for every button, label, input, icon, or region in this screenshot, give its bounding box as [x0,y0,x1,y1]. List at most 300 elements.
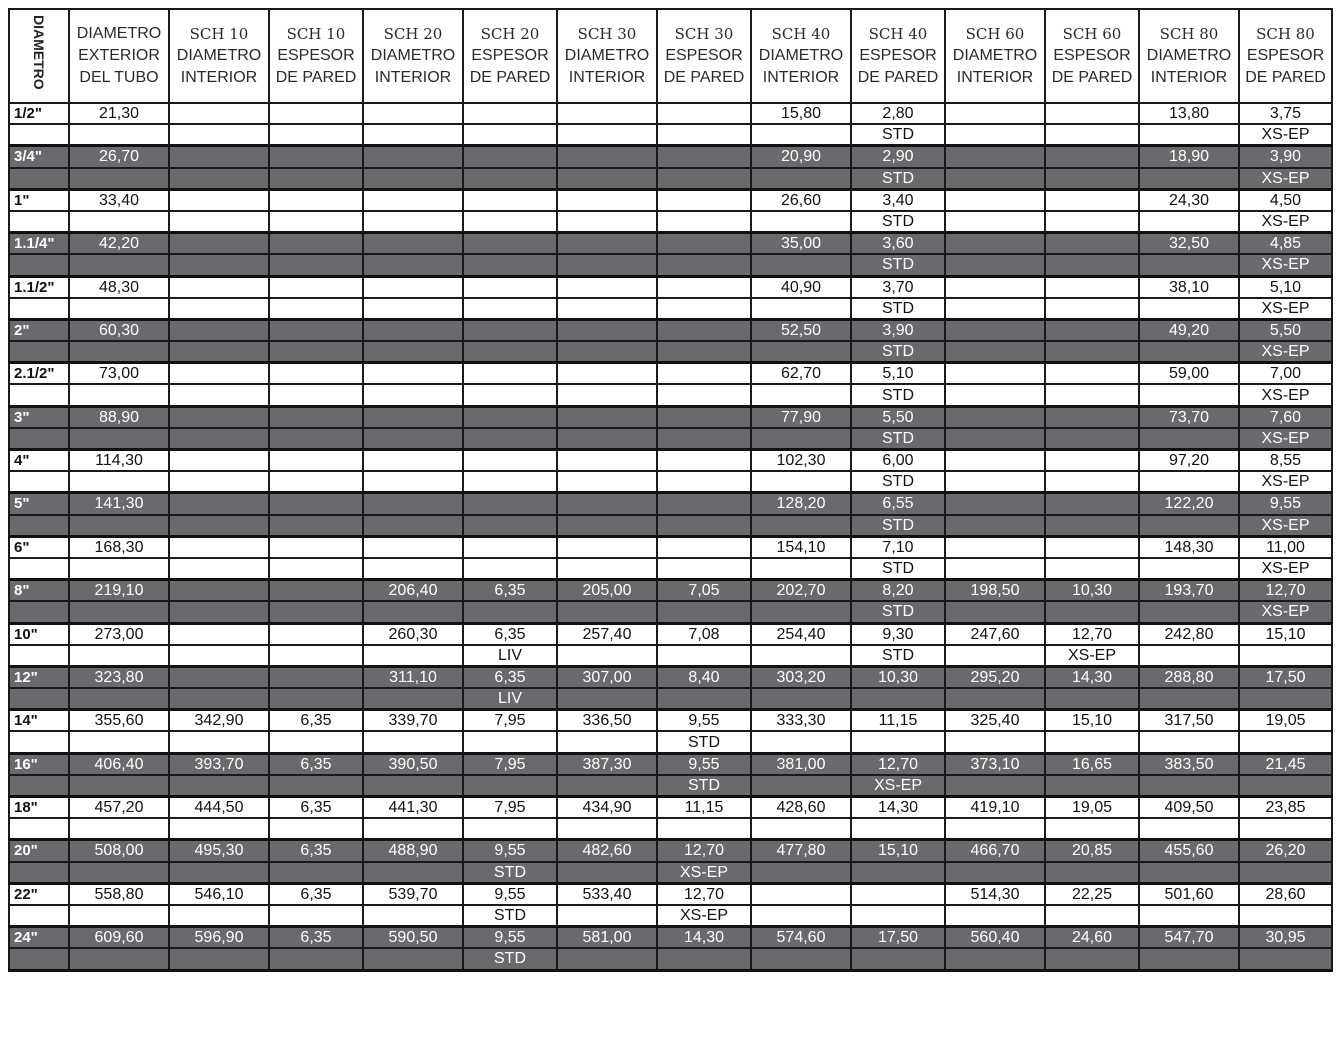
table-note-cell [363,818,463,840]
table-cell [557,103,657,124]
table-cell: 148,30 [1139,536,1239,558]
column-header-line: SCH 60 [1062,25,1122,43]
table-note-cell [1045,298,1139,320]
table-note-cell [269,124,363,146]
column-header-line: SCH 10 [189,25,249,43]
table-cell: 307,00 [557,666,657,688]
column-header-line: DIAMETRO [758,47,844,64]
table-cell [851,883,945,905]
table-cell: 295,20 [945,666,1045,688]
table-cell: 12,70 [657,840,751,862]
table-note-cell [169,775,269,797]
table-note-cell [751,688,851,710]
table-cell [945,103,1045,124]
table-cell: 11,00 [1239,536,1332,558]
table-cell: 387,30 [557,753,657,775]
table-note-cell [557,688,657,710]
column-header [1139,9,1239,103]
table-cell: 428,60 [751,797,851,819]
pipe-size-cell-blank [9,818,69,840]
table-note-cell [557,471,657,493]
table-cell: 19,05 [1045,797,1139,819]
table-note-cell [1139,688,1239,710]
table-note-cell [751,211,851,233]
table-note-cell: XS-EP [1239,254,1332,276]
table-cell [169,146,269,168]
table-note-cell: STD [851,298,945,320]
table-cell [269,276,363,298]
pipe-size-cell-blank [9,731,69,753]
table-note-cell [363,515,463,537]
table-cell: 18,90 [1139,146,1239,168]
column-header-line: DE PARED [275,69,357,86]
table-cell: 333,30 [751,710,851,732]
table-note-cell [557,515,657,537]
column-header-line: INTERIOR [180,69,258,86]
table-cell [1045,363,1139,385]
table-note-cell [169,298,269,320]
table-cell: 477,80 [751,840,851,862]
table-note-cell: STD [851,601,945,623]
pipe-size-cell: 1/2" [9,103,69,124]
column-header-line: SCH 20 [383,25,443,43]
table-note-cell [657,688,751,710]
table-cell: 16,65 [1045,753,1139,775]
table-cell [363,363,463,385]
table-note-cell: STD [851,558,945,580]
table-note-cell [945,168,1045,190]
table-note-cell [363,298,463,320]
table-cell: 12,70 [1239,580,1332,602]
table-cell [269,319,363,341]
table-cell: 6,35 [269,927,363,949]
column-header [945,9,1045,103]
table-note-cell [1239,645,1332,667]
table-cell: 5,10 [1239,276,1332,298]
table-note-cell [945,948,1045,970]
table-note-cell: STD [851,384,945,406]
table-cell: 7,95 [463,797,557,819]
table-note-row [9,558,1332,580]
table-cell [657,363,751,385]
column-header [363,9,463,103]
table-cell: 193,70 [1139,580,1239,602]
table-note-cell [363,558,463,580]
table-cell: 59,00 [1139,363,1239,385]
table-note-cell [751,384,851,406]
table-note-cell [751,775,851,797]
table-note-row [9,211,1332,233]
table-cell: 2,90 [851,146,945,168]
table-note-cell [751,168,851,190]
table-cell: 254,40 [751,623,851,645]
table-note-cell [1139,558,1239,580]
table-note-cell [1139,428,1239,450]
table-cell: 35,00 [751,233,851,255]
table-note-cell [1139,731,1239,753]
table-note-cell [363,384,463,406]
table-cell [463,450,557,472]
table-cell: 12,70 [657,883,751,905]
table-note-cell [657,254,751,276]
column-header-line: DE PARED [1051,69,1133,86]
table-note-cell [1139,601,1239,623]
table-note-cell [363,645,463,667]
table-cell: 9,55 [1239,493,1332,515]
table-cell [463,363,557,385]
table-cell [1045,233,1139,255]
table-cell: 393,70 [169,753,269,775]
table-note-cell [657,471,751,493]
table-note-cell [1045,471,1139,493]
table-note-cell [1139,818,1239,840]
table-note-cell [557,948,657,970]
pipe-size-cell-blank [9,124,69,146]
table-cell: 3,70 [851,276,945,298]
table-note-cell [657,818,751,840]
table-note-cell: XS-EP [1239,168,1332,190]
table-cell: 8,20 [851,580,945,602]
table-note-cell [751,645,851,667]
table-cell [557,233,657,255]
table-note-cell [751,731,851,753]
table-cell: 49,20 [1139,319,1239,341]
table-note-row [9,428,1332,450]
column-header-line: SCH 30 [674,25,734,43]
table-note-row [9,731,1332,753]
table-note-cell [751,341,851,363]
table-cell: 3,40 [851,189,945,211]
table-cell: 373,10 [945,753,1045,775]
table-cell: 6,55 [851,493,945,515]
table-note-cell [557,254,657,276]
table-note-cell [945,341,1045,363]
table-note-cell [269,601,363,623]
table-cell [1045,406,1139,428]
pipe-size-cell-blank [9,862,69,884]
table-cell: 40,90 [751,276,851,298]
column-header-line: SCH 10 [286,25,346,43]
column-header-line: INTERIOR [956,69,1034,86]
table-cell: 30,95 [1239,927,1332,949]
table-row [9,883,1332,905]
table-cell [169,319,269,341]
table-note-cell [269,211,363,233]
pipe-size-cell-blank [9,905,69,927]
table-note-cell: XS-EP [657,862,751,884]
table-cell: 7,10 [851,536,945,558]
table-note-cell [463,254,557,276]
column-header-line: DE PARED [1245,69,1326,86]
table-cell [1045,189,1139,211]
table-cell [169,363,269,385]
pipe-size-cell: 20" [9,840,69,862]
table-cell [945,363,1045,385]
column-header-line: SCH 30 [577,25,637,43]
table-note-cell [169,341,269,363]
table-cell: 15,10 [1239,623,1332,645]
table-cell: 33,40 [69,189,169,211]
table-note-cell [169,515,269,537]
table-cell: 128,20 [751,493,851,515]
table-note-cell [751,515,851,537]
table-note-cell [657,515,751,537]
table-cell [269,103,363,124]
table-note-cell [1045,948,1139,970]
table-cell: 219,10 [69,580,169,602]
table-note-cell [1045,818,1139,840]
table-note-cell [1239,862,1332,884]
table-cell [463,103,557,124]
table-note-cell [363,124,463,146]
table-cell: 48,30 [69,276,169,298]
table-cell [945,146,1045,168]
column-header-line: DEL TUBO [79,69,159,86]
pipe-size-cell-blank [9,948,69,970]
table-cell: 501,60 [1139,883,1239,905]
column-header [69,9,169,103]
table-cell: 24,60 [1045,927,1139,949]
table-note-cell [1045,905,1139,927]
table-row [9,840,1332,862]
table-note-cell [657,645,751,667]
table-note-cell: XS-EP [1239,341,1332,363]
table-cell: 11,15 [657,797,751,819]
table-note-cell [1239,948,1332,970]
pipe-size-cell: 2" [9,319,69,341]
table-note-cell [269,688,363,710]
table-cell [557,450,657,472]
table-cell: 3,90 [1239,146,1332,168]
pipe-size-cell-blank [9,211,69,233]
table-cell: 62,70 [751,363,851,385]
table-cell: 406,40 [69,753,169,775]
table-note-row [9,688,1332,710]
table-cell [169,233,269,255]
table-note-cell [69,862,169,884]
table-cell: 5,50 [1239,319,1332,341]
table-note-cell: STD [851,341,945,363]
table-note-cell [1045,384,1139,406]
table-note-cell [1139,948,1239,970]
table-note-cell [751,948,851,970]
table-note-cell [169,384,269,406]
table-cell [269,450,363,472]
table-cell: 533,40 [557,883,657,905]
table-note-cell: STD [463,948,557,970]
table-note-cell [269,775,363,797]
table-cell: 581,00 [557,927,657,949]
table-note-cell [557,384,657,406]
table-cell: 9,55 [463,927,557,949]
table-cell [657,536,751,558]
table-cell [363,406,463,428]
table-note-cell [69,731,169,753]
table-cell: 303,20 [751,666,851,688]
table-cell: 2,80 [851,103,945,124]
pipe-size-cell: 16" [9,753,69,775]
table-note-cell [557,428,657,450]
table-note-cell [1045,558,1139,580]
table-note-cell [463,384,557,406]
table-note-cell [463,775,557,797]
pipe-size-cell-blank [9,428,69,450]
table-cell: 32,50 [1139,233,1239,255]
pipe-size-cell: 18" [9,797,69,819]
column-header-line: DE PARED [663,69,745,86]
column-header-line: ESPESOR [859,47,937,64]
table-cell: 52,50 [751,319,851,341]
table-row [9,233,1332,255]
column-header [169,9,269,103]
table-cell [557,363,657,385]
table-cell: 609,60 [69,927,169,949]
table-note-cell [945,384,1045,406]
table-cell: 508,00 [69,840,169,862]
table-note-cell [657,384,751,406]
table-note-cell [1139,515,1239,537]
table-cell [945,450,1045,472]
table-note-cell [269,341,363,363]
table-cell [557,189,657,211]
table-note-cell [1045,428,1139,450]
column-header [557,9,657,103]
table-cell [657,189,751,211]
table-note-cell [1139,471,1239,493]
table-note-cell [945,515,1045,537]
table-cell [1045,450,1139,472]
table-note-cell [751,905,851,927]
table-cell [169,276,269,298]
pipe-size-cell: 1" [9,189,69,211]
table-cell: 7,00 [1239,363,1332,385]
table-note-cell [1139,645,1239,667]
table-note-cell [557,558,657,580]
table-note-cell [1139,168,1239,190]
table-note-cell [269,298,363,320]
table-note-row [9,775,1332,797]
column-header [751,9,851,103]
table-cell: 28,60 [1239,883,1332,905]
table-note-cell [751,471,851,493]
table-note-cell [169,428,269,450]
table-cell: 288,80 [1139,666,1239,688]
table-note-cell [1239,905,1332,927]
table-note-cell: XS-EP [1239,428,1332,450]
table-note-cell [269,731,363,753]
table-note-cell: XS-EP [1239,515,1332,537]
table-note-cell [1139,254,1239,276]
table-note-cell [557,298,657,320]
table-cell: 457,20 [69,797,169,819]
table-cell: 323,80 [69,666,169,688]
table-cell: 8,40 [657,666,751,688]
table-cell [363,319,463,341]
table-note-cell [69,168,169,190]
table-cell: 560,40 [945,927,1045,949]
table-cell [557,276,657,298]
table-note-cell: XS-EP [1239,384,1332,406]
table-note-cell [657,298,751,320]
table-note-cell [851,818,945,840]
table-note-cell [657,211,751,233]
table-cell: 547,70 [1139,927,1239,949]
table-cell [945,493,1045,515]
table-cell: 8,55 [1239,450,1332,472]
table-note-cell [1139,862,1239,884]
table-cell: 21,45 [1239,753,1332,775]
table-cell: 9,55 [657,753,751,775]
table-note-cell [269,818,363,840]
table-row [9,363,1332,385]
table-note-cell: STD [851,428,945,450]
table-cell: 247,60 [945,623,1045,645]
table-note-cell [945,905,1045,927]
table-cell [363,450,463,472]
table-cell: 122,20 [1139,493,1239,515]
table-cell [945,319,1045,341]
table-cell [269,189,363,211]
pipe-size-cell: 6" [9,536,69,558]
table-cell: 257,40 [557,623,657,645]
table-note-cell [557,775,657,797]
table-note-cell [1139,775,1239,797]
table-cell: 242,80 [1139,623,1239,645]
table-cell: 26,20 [1239,840,1332,862]
table-cell: 14,30 [851,797,945,819]
table-note-cell [945,862,1045,884]
table-cell: 317,50 [1139,710,1239,732]
column-header [1045,9,1139,103]
table-cell: 6,35 [269,710,363,732]
table-note-cell [363,688,463,710]
pipe-size-cell-blank [9,645,69,667]
table-note-cell: STD [463,905,557,927]
table-note-cell [169,645,269,667]
table-note-cell: STD [851,211,945,233]
table-cell: 339,70 [363,710,463,732]
table-cell [945,189,1045,211]
table-note-cell [945,211,1045,233]
table-cell [945,406,1045,428]
table-note-cell [169,862,269,884]
table-cell: 273,00 [69,623,169,645]
table-cell: 15,80 [751,103,851,124]
table-cell [463,276,557,298]
table-note-cell [69,211,169,233]
table-note-cell [69,384,169,406]
table-cell [1045,493,1139,515]
table-note-cell [851,905,945,927]
table-cell: 20,90 [751,146,851,168]
column-header [657,9,751,103]
pipe-size-cell-blank [9,168,69,190]
pipe-size-cell-blank [9,384,69,406]
table-note-cell [1139,298,1239,320]
table-cell: 26,70 [69,146,169,168]
table-note-cell [751,254,851,276]
pipe-size-cell-blank [9,558,69,580]
table-note-cell [657,601,751,623]
table-note-cell [363,601,463,623]
table-note-cell [363,211,463,233]
table-note-cell [1239,688,1332,710]
table-cell [945,276,1045,298]
table-cell: 12,70 [851,753,945,775]
table-note-cell [69,775,169,797]
table-note-cell [169,254,269,276]
table-cell [169,536,269,558]
